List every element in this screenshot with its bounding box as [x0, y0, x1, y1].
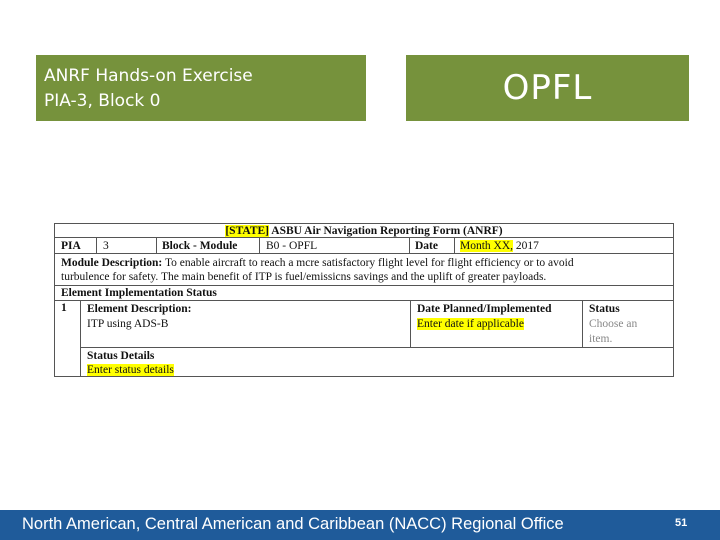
element-block [55, 301, 673, 377]
date-planned-field[interactable]: Enter date if applicable [417, 318, 524, 330]
state-placeholder: [STATE] [225, 225, 270, 237]
date-month: Month XX, [460, 240, 514, 252]
anrf-form [54, 223, 674, 377]
exercise-banner [36, 55, 366, 121]
pia-label: PIA [61, 240, 81, 252]
footer-bar [0, 510, 720, 540]
module-description-row [55, 254, 673, 286]
module-description-text-2: turbulence for safety. The main benefit of ITP is fuel/emissicns savings and the uplift of greater payloads. [61, 271, 547, 283]
date-year: 2017 [515, 240, 539, 252]
status-choice-line-2: item. [589, 333, 613, 345]
module-banner [406, 55, 689, 121]
form-title-row [55, 224, 673, 238]
module-description-label: Module Description: [61, 257, 163, 269]
status-details-label: Status Details [87, 350, 155, 362]
status-label: Status [589, 303, 620, 315]
status-details-field[interactable]: Enter status details [87, 364, 174, 376]
block-label: Block - Module [162, 240, 238, 252]
element-implementation-status-header: Element Implementation Status [55, 286, 673, 301]
form-title: ASBU Air Navigation Reporting Form (ANRF) [271, 225, 503, 237]
element-description-label: Element Description: [87, 303, 192, 315]
element-description-value: ITP using ADS-B [87, 318, 169, 330]
status-choice-line-1: Choose an [589, 318, 638, 330]
exercise-title: ANRF Hands-on Exercise [44, 66, 253, 86]
date-label: Date [415, 240, 438, 252]
block-value: B0 - OPFL [266, 240, 318, 252]
status-dropdown[interactable] [589, 317, 637, 347]
date-value[interactable] [460, 238, 539, 253]
page-number: 51 [675, 517, 688, 529]
regional-office-name: North American, Central American and Caribbean (NACC) Regional Office [22, 515, 564, 533]
module-code: OPFL [502, 68, 593, 108]
module-description-text-1: To enable aircraft to reach a mcre satisfactory flight level for flight efficiency or to avoid [164, 257, 574, 269]
pia-value: 3 [103, 240, 109, 252]
pia-row [55, 238, 673, 254]
status-details-separator [80, 347, 673, 348]
exercise-subtitle: PIA-3, Block 0 [44, 91, 161, 111]
element-number: 1 [61, 302, 67, 314]
date-planned-label: Date Planned/Implemented [417, 303, 552, 315]
